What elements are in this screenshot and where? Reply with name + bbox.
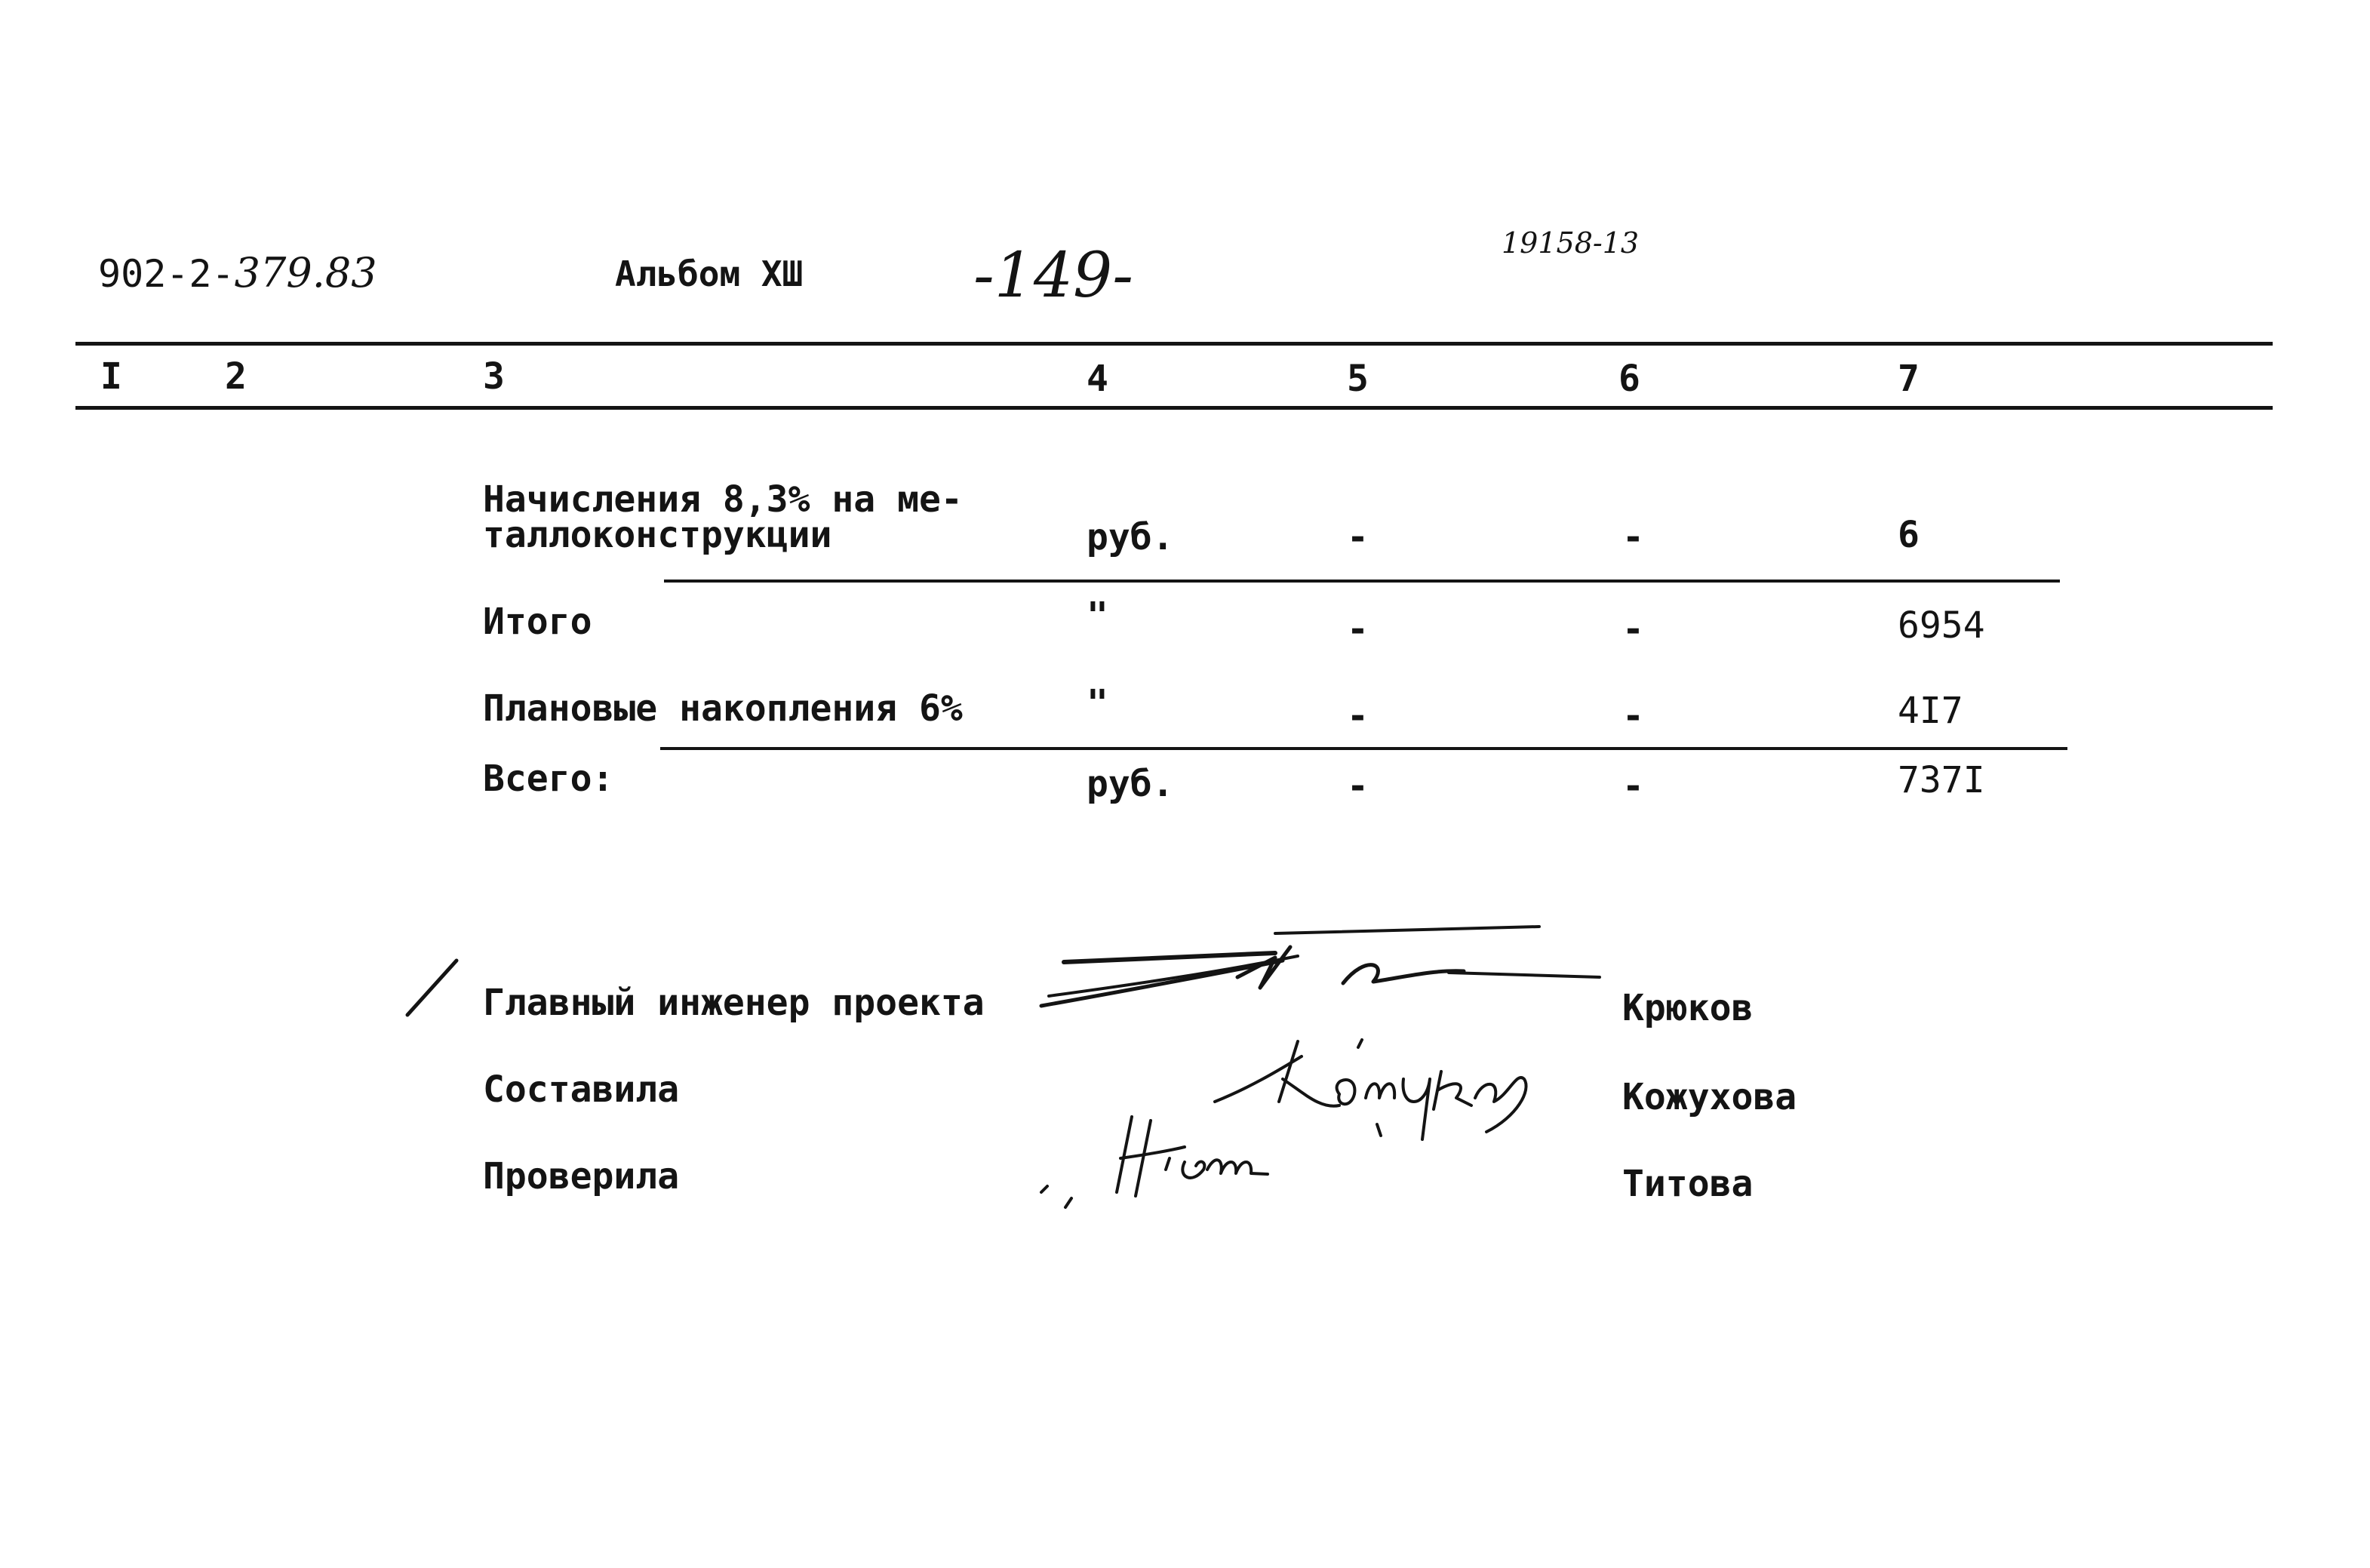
row-3-name: Плановые накопления 6% (483, 687, 963, 730)
handwritten-signature-chief-engineer (1026, 924, 1600, 1030)
column-number-2: 2 (225, 355, 247, 398)
document-code (98, 249, 377, 297)
row-3-col7: 4I7 (1898, 690, 1963, 732)
signature-name-compiled: Кожухова (1622, 1076, 1797, 1118)
signature-role-chief-engineer: Главный инженер проекта (483, 982, 985, 1024)
handwritten-signature-checked (1026, 1102, 1328, 1222)
column-number-1: I (100, 355, 122, 398)
row-3-col5: - (1347, 695, 1369, 737)
document-code-typed: 902-2- (98, 252, 235, 296)
row-1-col6: - (1622, 516, 1644, 558)
subtotal-rule (664, 580, 2060, 583)
row-4-col5: - (1347, 765, 1369, 807)
row-2-col5: - (1347, 608, 1369, 650)
row-1-unit: руб. (1087, 516, 1174, 558)
column-number-7: 7 (1898, 358, 1920, 400)
row-2-name: Итого (483, 601, 592, 643)
row-2-col7: 6954 (1898, 604, 1985, 647)
header-top-rule (75, 342, 2273, 346)
column-number-3: 3 (483, 355, 505, 398)
margin-tick-mark (404, 955, 464, 1022)
document-code-handwritten: 379.83 (234, 249, 377, 297)
row-4-col6: - (1622, 765, 1644, 807)
archive-number: 19158-13 (1502, 226, 1640, 260)
signature-name-chief-engineer: Крюков (1622, 987, 1754, 1029)
row-3-unit: " (1087, 682, 1108, 724)
row-1-name-line-1: Начисления 8,3% на ме- (483, 478, 963, 521)
row-1-col5: - (1347, 516, 1369, 558)
row-1-col7: 6 (1898, 514, 1920, 556)
row-3-col6: - (1622, 695, 1644, 737)
row-4-unit: руб. (1087, 763, 1174, 805)
column-number-5: 5 (1347, 358, 1369, 400)
signature-role-compiled: Составила (483, 1068, 680, 1111)
signature-role-checked: Проверила (483, 1155, 680, 1198)
row-1-name-line-2: таллоконструкции (483, 514, 832, 556)
column-number-6: 6 (1618, 358, 1640, 400)
album-label: Альбом XШ (615, 254, 804, 294)
column-number-4: 4 (1087, 358, 1108, 400)
row-4-col7: 737I (1898, 759, 1985, 801)
header-bottom-rule (75, 406, 2273, 410)
row-2-unit: " (1087, 595, 1108, 637)
page-number: -149- (973, 240, 1133, 312)
row-2-col6: - (1622, 608, 1644, 650)
signature-name-checked: Титова (1622, 1163, 1754, 1205)
row-4-name: Всего: (483, 758, 614, 800)
total-rule (660, 747, 2067, 750)
